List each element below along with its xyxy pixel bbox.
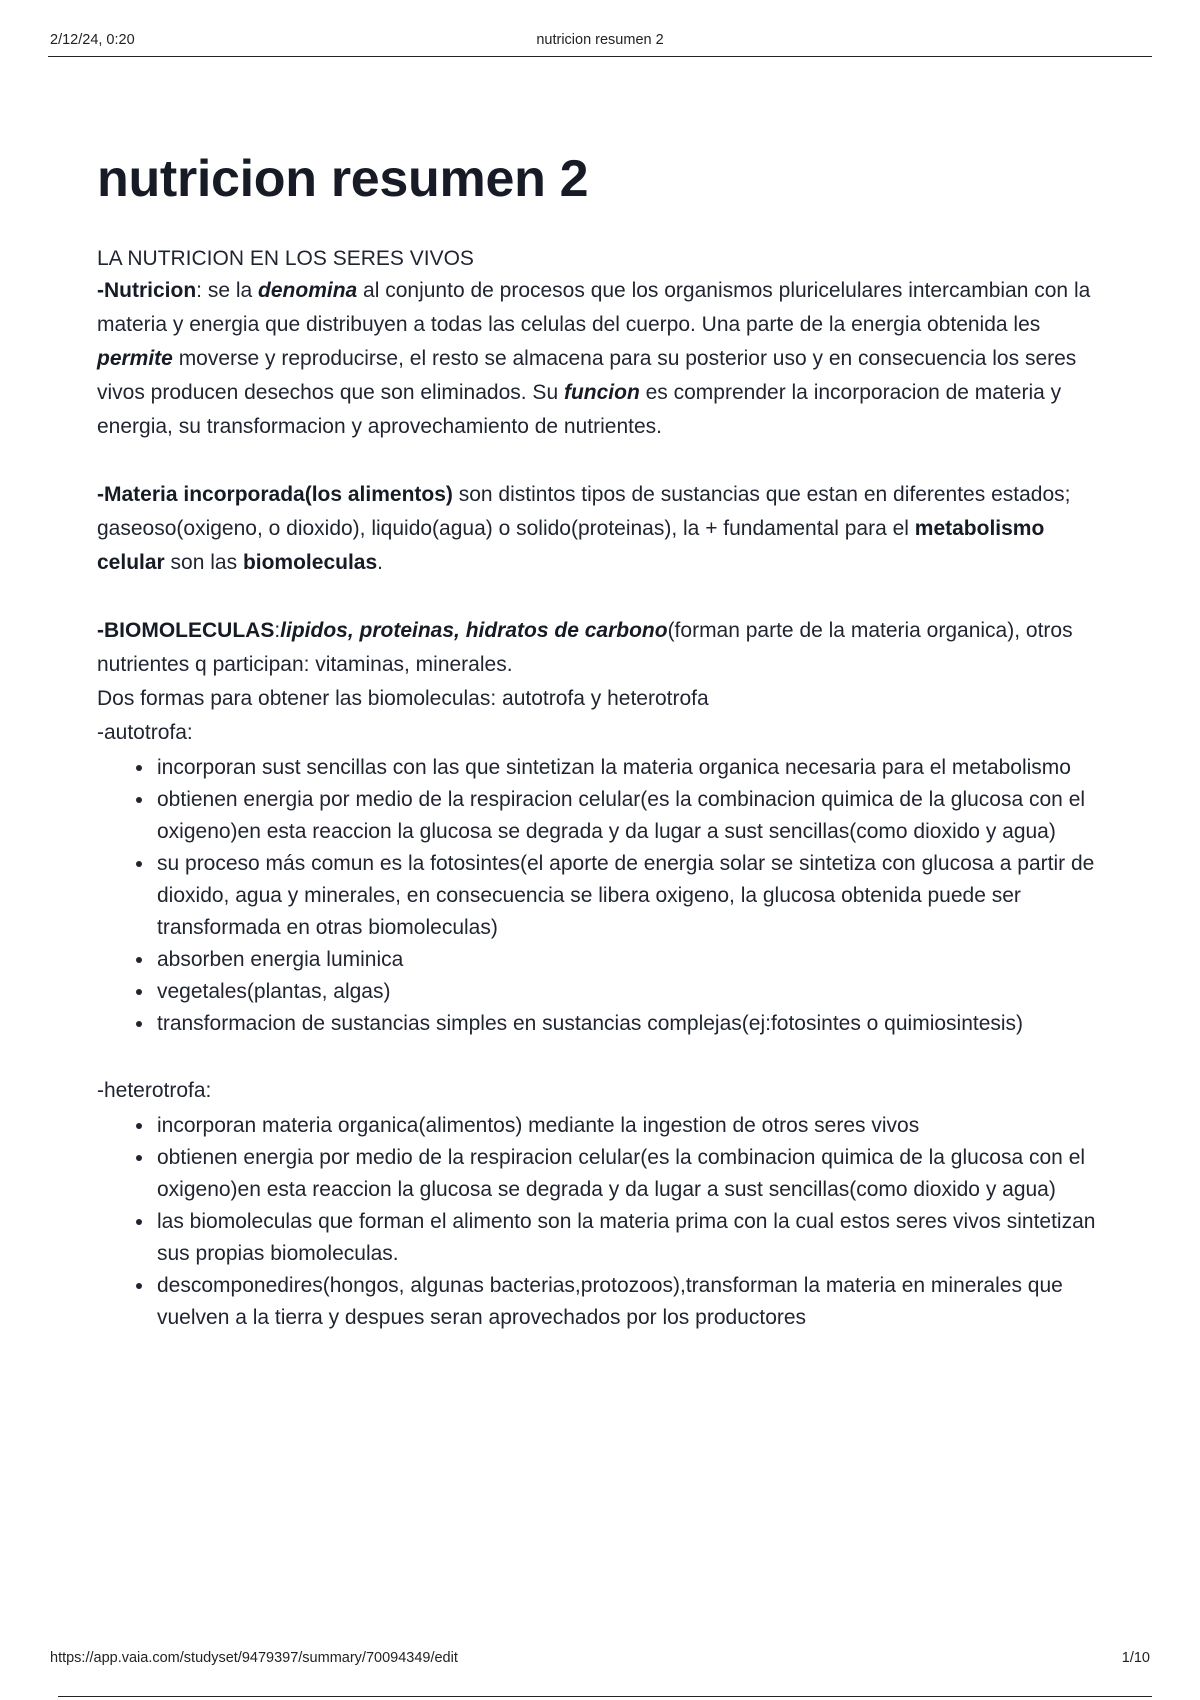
heterotrofa-list bbox=[97, 1110, 1100, 1334]
print-header bbox=[48, 30, 1152, 57]
nutricion-paragraph: -Nutricion: se la denomina al conjunto de procesos que los organismos pluricelulares intercambian con la materia y energia que distribuyen a todas las celulas del cuerpo. Una parte de la energia obtenida les permite moverse y reproducirse, el resto se almacena para su posterior uso y en consecuencia los seres vivos producen desechos que son eliminados. Su funcion es comprender la incorporacion de materia y energia, su transformacion y aprovechamiento de nutrientes. bbox=[97, 278, 1091, 438]
list-item: obtienen energia por medio de la respiracion celular(es la combinacion quimica de la glucosa con el oxigeno)en esta reaccion la glucosa se degrada y da lugar a sust sencillas(como dioxido y agua) bbox=[157, 784, 1100, 848]
list-item: descomponedires(hongos, algunas bacterias,protozoos),transforman la materia en minerales que vuelven a la tierra y despues seran aprovechados por los productores bbox=[157, 1270, 1100, 1334]
list-item: absorben energia luminica bbox=[157, 944, 1100, 976]
page-number: 1/10 bbox=[1121, 1650, 1150, 1666]
print-header-title: nutricion resumen 2 bbox=[536, 32, 664, 48]
materia-paragraph: -Materia incorporada(los alimentos) son distintos tipos de sustancias que estan en diferentes estados; gaseoso(oxigeno, o dioxido), liquido(agua) o solido(proteinas), la + fundamental para el metabolismo celular son las biomoleculas. bbox=[97, 482, 1071, 574]
page-title: nutricion resumen 2 bbox=[97, 150, 589, 208]
page-url[interactable]: https://app.vaia.com/studyset/9479397/summary/70094349/edit bbox=[50, 1650, 458, 1666]
section-subtitle: LA NUTRICION EN LOS SERES VIVOS bbox=[97, 246, 474, 270]
materia-term: -Materia incorporada(los alimentos) bbox=[97, 482, 453, 506]
biomoleculas-heading: -BIOMOLECULAS bbox=[97, 618, 275, 642]
list-item: incorporan sust sencillas con las que sintetizan la materia organica necesaria para el metabolismo bbox=[157, 752, 1100, 784]
biomoleculas-term: biomoleculas bbox=[242, 550, 378, 574]
heterotrofa-heading: -heterotrofa: bbox=[97, 1078, 212, 1102]
list-item: vegetales(plantas, algas) bbox=[157, 976, 1100, 1008]
autotrofa-heading: -autotrofa: bbox=[97, 720, 193, 744]
list-item: transformacion de sustancias simples en sustancias complejas(ej:fotosintes o quimiosintesis) bbox=[157, 1008, 1100, 1040]
list-item: incorporan materia organica(alimentos) mediante la ingestion de otros seres vivos bbox=[157, 1110, 1100, 1142]
emphasis-permite: permite bbox=[97, 346, 173, 370]
biomoleculas-paragraph: -BIOMOLECULAS:lipidos, proteinas, hidratos de carbono(forman parte de la materia organica), otros nutrientes q participan: vitaminas, minerales. bbox=[97, 618, 1073, 676]
footer-divider bbox=[58, 1696, 1152, 1697]
emphasis-funcion: funcion bbox=[563, 380, 640, 404]
list-item: las biomoleculas que forman el alimento son la materia prima con la cual estos seres vivos sintetizan sus propias biomoleculas. bbox=[157, 1206, 1100, 1270]
print-footer bbox=[48, 1650, 1152, 1700]
metabolismo-term: metabolismo celular bbox=[97, 516, 1045, 574]
biomoleculas-list: lipidos, proteinas, hidratos de carbono bbox=[280, 618, 668, 642]
autotrofa-list bbox=[97, 752, 1100, 1040]
list-item: obtienen energia por medio de la respiracion celular(es la combinacion quimica de la glucosa con el oxigeno)en esta reaccion la glucosa se degrada y da lugar a sust sencillas(como dioxido y agua) bbox=[157, 1142, 1100, 1206]
document-body bbox=[97, 150, 1100, 1334]
nutricion-term: -Nutricion bbox=[97, 278, 197, 302]
emphasis-denomina: denomina bbox=[258, 278, 358, 302]
print-date: 2/12/24, 0:20 bbox=[50, 32, 135, 48]
list-item: su proceso más comun es la fotosintes(el aporte de energia solar se sintetiza con glucosa a partir de dioxido, agua y minerales, en consecuencia se libera oxigeno, la glucosa obtenida puede ser transformada en otras biomoleculas) bbox=[157, 848, 1100, 944]
formas-paragraph: Dos formas para obtener las biomoleculas: autotrofa y heterotrofa bbox=[97, 686, 709, 710]
